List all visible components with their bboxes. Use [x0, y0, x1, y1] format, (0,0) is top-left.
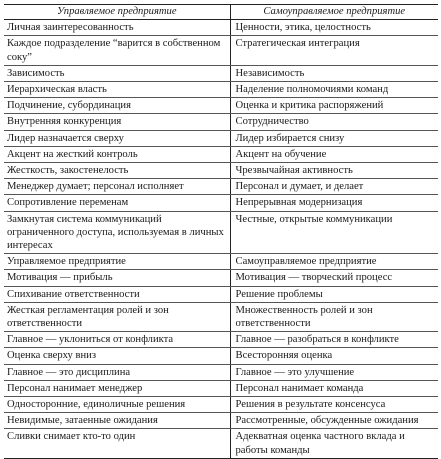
table-row — [4, 65, 438, 81]
cell-managed: Замкнутая система коммуникаций ограниченного доступа, используемая в личных интересах — [4, 211, 230, 254]
cell-managed: Односторонние, единоличные решения — [4, 397, 230, 413]
cell-managed: Персонал нанимает менеджер — [4, 380, 230, 396]
cell-self-managed: Множественность ролей и зон ответственности — [230, 302, 438, 331]
table-row — [4, 302, 438, 331]
cell-self-managed: Персонал нанимает команда — [230, 380, 438, 396]
cell-self-managed: Честные, открытые коммуникации — [230, 211, 438, 254]
table-body — [4, 20, 438, 459]
comparison-table — [4, 4, 438, 459]
cell-self-managed: Независимость — [230, 65, 438, 81]
cell-self-managed: Мотивация — творческий процесс — [230, 270, 438, 286]
cell-managed: Личная заинтересованность — [4, 20, 230, 36]
cell-self-managed: Самоуправляемое предприятие — [230, 254, 438, 270]
table-row — [4, 146, 438, 162]
cell-self-managed: Оценка и критика распоряжений — [230, 98, 438, 114]
cell-managed: Лидер назначается сверху — [4, 130, 230, 146]
cell-managed: Внутренняя конкуренция — [4, 114, 230, 130]
table-row — [4, 286, 438, 302]
cell-managed: Невидимые, затаенные ожидания — [4, 413, 230, 429]
cell-self-managed: Решение проблемы — [230, 286, 438, 302]
cell-managed: Подчинение, субординация — [4, 98, 230, 114]
table-row — [4, 179, 438, 195]
column-header-self-managed: Самоуправляемое предприятие — [230, 5, 438, 20]
cell-self-managed: Ценности, этика, целостность — [230, 20, 438, 36]
cell-self-managed: Лидер избирается снизу — [230, 130, 438, 146]
cell-self-managed: Главное — разобраться в конфликте — [230, 332, 438, 348]
cell-self-managed: Сотрудничество — [230, 114, 438, 130]
cell-managed: Сопротивление переменам — [4, 195, 230, 211]
cell-managed: Каждое подразделение “варится в собственном соку” — [4, 36, 230, 65]
table-row — [4, 98, 438, 114]
cell-self-managed: Всесторонняя оценка — [230, 348, 438, 364]
cell-managed: Иерархическая власть — [4, 82, 230, 98]
table-row — [4, 114, 438, 130]
cell-self-managed: Персонал и думает, и делает — [230, 179, 438, 195]
cell-self-managed: Адекватная оценка частного вклада и работы команды — [230, 429, 438, 458]
column-header-managed: Управляемое предприятие — [4, 5, 230, 20]
cell-managed: Жесткая регламентация ролей и зон ответственности — [4, 302, 230, 331]
cell-self-managed: Непрерывная модернизация — [230, 195, 438, 211]
table-row — [4, 195, 438, 211]
table-row — [4, 163, 438, 179]
table-row — [4, 380, 438, 396]
cell-managed: Главное — уклониться от конфликта — [4, 332, 230, 348]
table-header-row — [4, 5, 438, 20]
table-row — [4, 254, 438, 270]
cell-managed: Жесткость, закостенелость — [4, 163, 230, 179]
cell-self-managed: Акцент на обучение — [230, 146, 438, 162]
table-row — [4, 348, 438, 364]
table-row — [4, 413, 438, 429]
table-row — [4, 364, 438, 380]
table-row — [4, 82, 438, 98]
cell-managed: Менеджер думает; персонал исполняет — [4, 179, 230, 195]
table-row — [4, 211, 438, 254]
cell-self-managed: Главное — это улучшение — [230, 364, 438, 380]
cell-managed: Акцент на жесткий контроль — [4, 146, 230, 162]
table-row — [4, 429, 438, 458]
table-row — [4, 20, 438, 36]
table-row — [4, 332, 438, 348]
cell-self-managed: Рассмотренные, обсужденные ожидания — [230, 413, 438, 429]
cell-managed: Оценка сверху вниз — [4, 348, 230, 364]
cell-self-managed: Наделение полномочиями команд — [230, 82, 438, 98]
cell-self-managed: Решения в результате консенсуса — [230, 397, 438, 413]
table-row — [4, 397, 438, 413]
cell-managed: Зависимость — [4, 65, 230, 81]
cell-self-managed: Стратегическая интеграция — [230, 36, 438, 65]
table-row — [4, 130, 438, 146]
cell-managed: Главное — это дисциплина — [4, 364, 230, 380]
cell-managed: Сливки снимает кто-то один — [4, 429, 230, 458]
table-row — [4, 36, 438, 65]
table-header — [4, 5, 438, 20]
cell-managed: Управляемое предприятие — [4, 254, 230, 270]
cell-self-managed: Чрезвычайная активность — [230, 163, 438, 179]
table-row — [4, 270, 438, 286]
cell-managed: Мотивация — прибыль — [4, 270, 230, 286]
cell-managed: Спихивание ответственности — [4, 286, 230, 302]
